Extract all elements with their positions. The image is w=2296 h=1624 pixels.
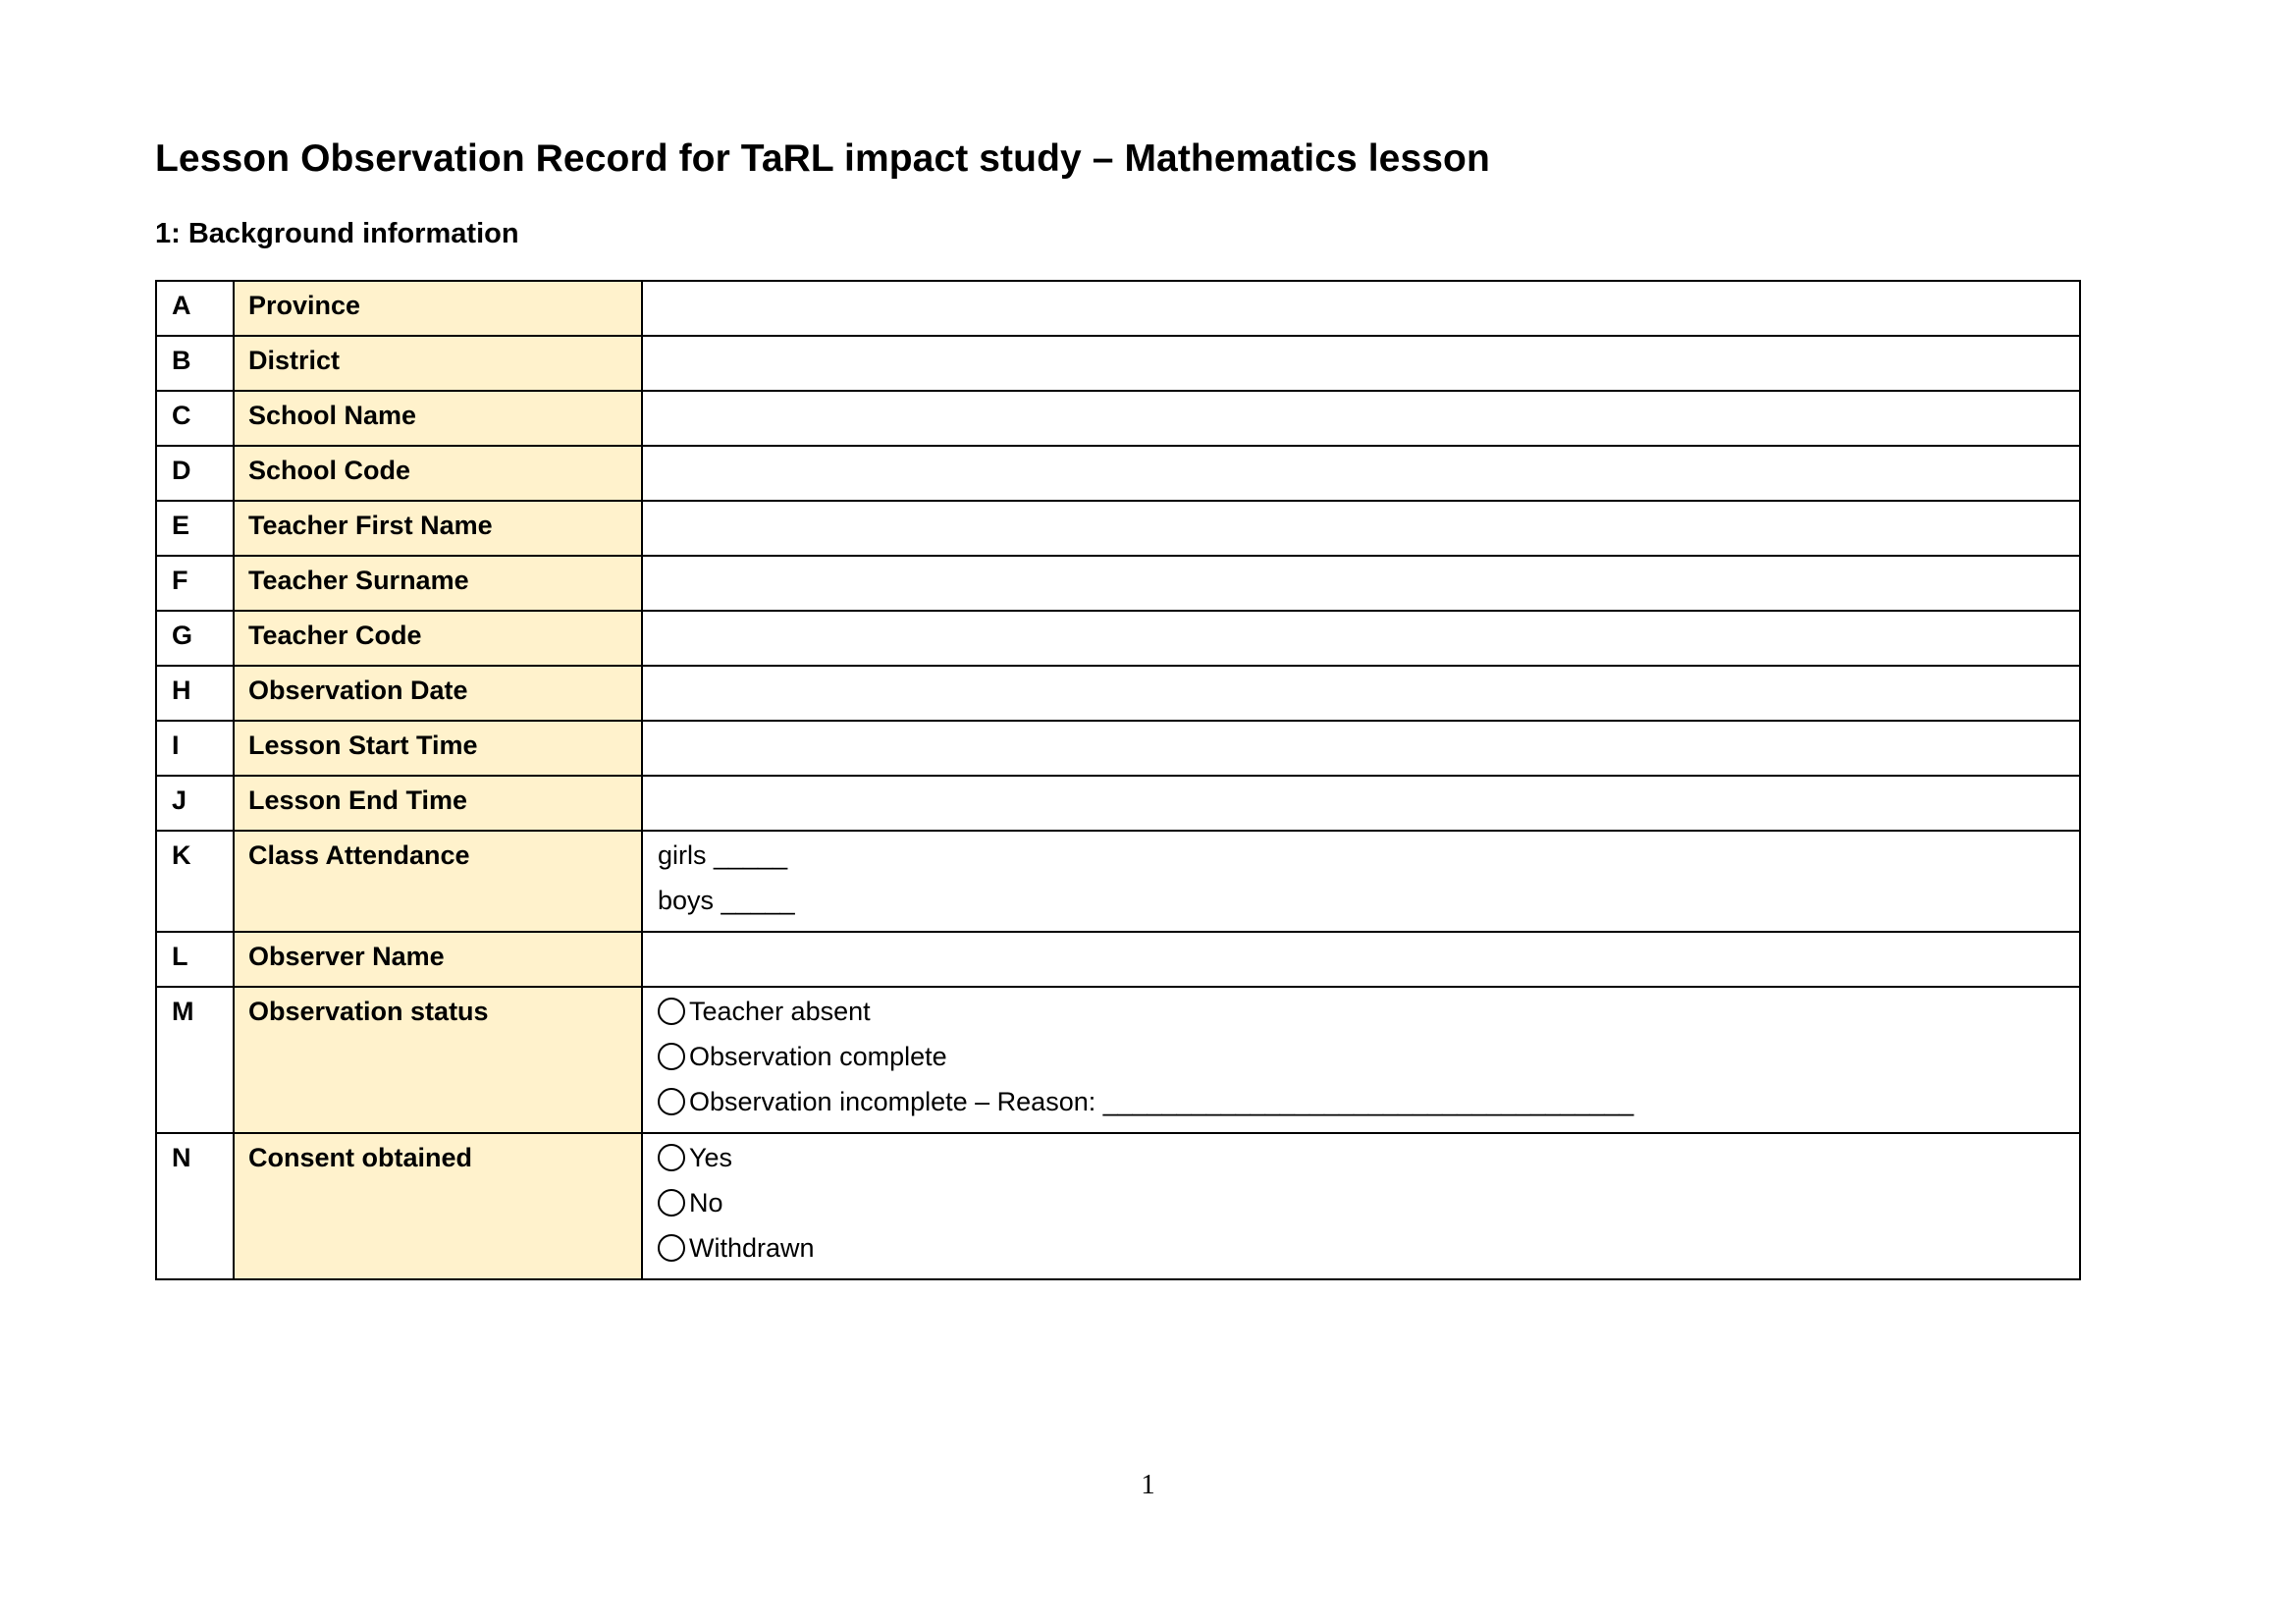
- row-letter: A: [156, 281, 234, 336]
- radio-circle-icon[interactable]: [658, 998, 685, 1025]
- row-label-teacher-surname: Teacher Surname: [234, 556, 642, 611]
- observation-status-options: [642, 987, 2080, 1133]
- option-label: Yes: [689, 1143, 733, 1172]
- lesson-start-time-field[interactable]: [642, 721, 2080, 776]
- row-letter: M: [156, 987, 234, 1133]
- row-label-observation-status: Observation status: [234, 987, 642, 1133]
- girls-count-blank[interactable]: girls _____: [658, 840, 788, 870]
- observer-name-field[interactable]: [642, 932, 2080, 987]
- option-observation-complete[interactable]: [658, 1042, 2079, 1087]
- teacher-code-field[interactable]: [642, 611, 2080, 666]
- radio-circle-icon[interactable]: [658, 1144, 685, 1171]
- row-label-school-name: School Name: [234, 391, 642, 446]
- row-label-district: District: [234, 336, 642, 391]
- form-row-district: [156, 336, 2080, 391]
- consent-options: [642, 1133, 2080, 1279]
- row-letter: L: [156, 932, 234, 987]
- radio-circle-icon[interactable]: [658, 1189, 685, 1217]
- lesson-end-time-field[interactable]: [642, 776, 2080, 831]
- option-label: Observation incomplete – Reason: ____________________________________: [689, 1087, 1634, 1116]
- row-letter: I: [156, 721, 234, 776]
- section-title: 1: Background information: [155, 218, 519, 249]
- row-letter: B: [156, 336, 234, 391]
- form-row-lesson-end-time: [156, 776, 2080, 831]
- row-label-lesson-start-time: Lesson Start Time: [234, 721, 642, 776]
- form-row-teacher-first-name: [156, 501, 2080, 556]
- row-letter: N: [156, 1133, 234, 1279]
- form-row-teacher-surname: [156, 556, 2080, 611]
- observation-date-field[interactable]: [642, 666, 2080, 721]
- page-number: 1: [1141, 1469, 1155, 1500]
- boys-count-blank[interactable]: boys _____: [658, 886, 795, 915]
- row-letter: D: [156, 446, 234, 501]
- form-row-consent-obtained: [156, 1133, 2080, 1279]
- option-label: Observation complete: [689, 1042, 947, 1071]
- background-info-table: [155, 280, 2081, 1280]
- row-label-school-code: School Code: [234, 446, 642, 501]
- row-letter: E: [156, 501, 234, 556]
- option-label: No: [689, 1188, 723, 1218]
- teacher-surname-field[interactable]: [642, 556, 2080, 611]
- row-letter: K: [156, 831, 234, 932]
- row-label-province: Province: [234, 281, 642, 336]
- form-row-province: [156, 281, 2080, 336]
- form-row-observation-status: [156, 987, 2080, 1133]
- teacher-first-name-field[interactable]: [642, 501, 2080, 556]
- form-row-class-attendance: [156, 831, 2080, 932]
- radio-circle-icon[interactable]: [658, 1088, 685, 1115]
- option-no[interactable]: [658, 1188, 2079, 1233]
- row-label-class-attendance: Class Attendance: [234, 831, 642, 932]
- option-yes[interactable]: [658, 1143, 2079, 1188]
- form-row-school-name: [156, 391, 2080, 446]
- radio-circle-icon[interactable]: [658, 1234, 685, 1262]
- row-label-teacher-code: Teacher Code: [234, 611, 642, 666]
- option-teacher-absent[interactable]: [658, 997, 2079, 1042]
- row-letter: C: [156, 391, 234, 446]
- row-label-teacher-first-name: Teacher First Name: [234, 501, 642, 556]
- row-label-consent-obtained: Consent obtained: [234, 1133, 642, 1279]
- row-letter: F: [156, 556, 234, 611]
- row-label-lesson-end-time: Lesson End Time: [234, 776, 642, 831]
- form-row-observation-date: [156, 666, 2080, 721]
- document-title: Lesson Observation Record for TaRL impact study – Mathematics lesson: [155, 137, 1490, 180]
- form-row-lesson-start-time: [156, 721, 2080, 776]
- option-label: Withdrawn: [689, 1233, 815, 1263]
- class-attendance-field: [642, 831, 2080, 932]
- row-letter: J: [156, 776, 234, 831]
- option-withdrawn[interactable]: [658, 1233, 2079, 1278]
- option-label: Teacher absent: [689, 997, 871, 1026]
- row-letter: H: [156, 666, 234, 721]
- district-field[interactable]: [642, 336, 2080, 391]
- form-row-observer-name: [156, 932, 2080, 987]
- form-row-school-code: [156, 446, 2080, 501]
- radio-circle-icon[interactable]: [658, 1043, 685, 1070]
- form-row-teacher-code: [156, 611, 2080, 666]
- row-label-observer-name: Observer Name: [234, 932, 642, 987]
- row-label-observation-date: Observation Date: [234, 666, 642, 721]
- row-letter: G: [156, 611, 234, 666]
- province-field[interactable]: [642, 281, 2080, 336]
- school-code-field[interactable]: [642, 446, 2080, 501]
- option-observation-incomplete[interactable]: [658, 1087, 2079, 1132]
- school-name-field[interactable]: [642, 391, 2080, 446]
